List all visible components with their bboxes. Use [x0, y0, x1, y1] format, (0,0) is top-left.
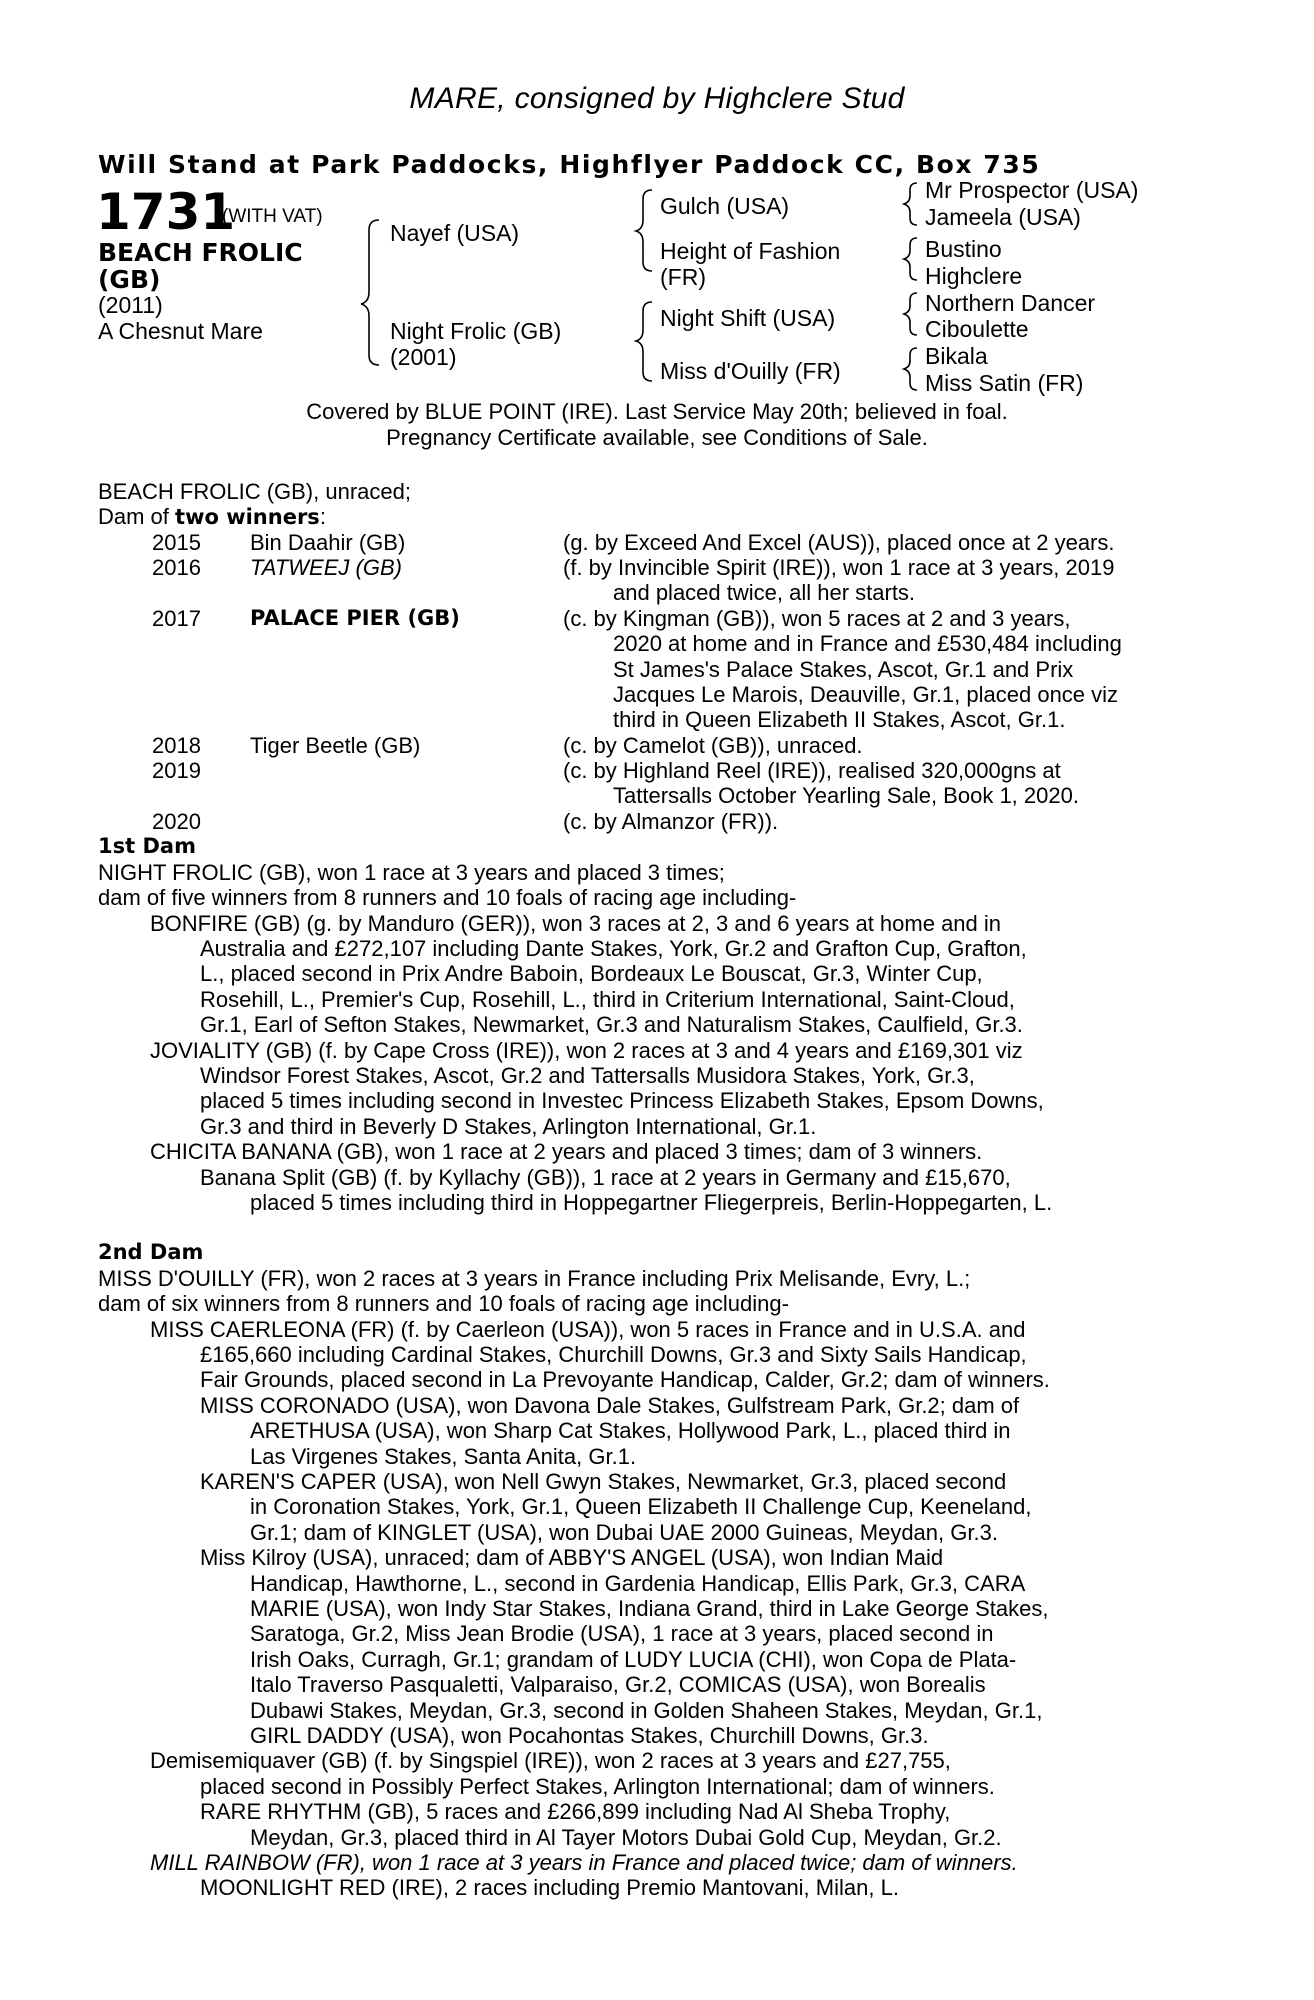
produce-detail: 2020 at home and in France and £530,484 including	[613, 631, 1122, 656]
second-dam-line: Demisemiquaver (GB) (f. by Singspiel (IRE)), won 2 races at 3 years and £27,755,	[150, 1748, 951, 1773]
second-dam-line: MISS CORONADO (USA), won Davona Dale Stakes, Gulfstream Park, Gr.2; dam of	[200, 1393, 1020, 1418]
stand-location: Will Stand at Park Paddocks, Highflyer Paddock CC, Box 735	[98, 150, 1041, 179]
produce-detail: (f. by Invincible Spirit (IRE)), won 1 race at 3 years, 2019	[563, 555, 1115, 580]
first-dam-line: placed 5 times including second in Investec Princess Elizabeth Stakes, Epsom Downs,	[200, 1088, 1044, 1113]
first-dam-heading: 1st Dam	[98, 834, 196, 858]
second-dam-heading: 2nd Dam	[98, 1240, 204, 1264]
ggp-3: Bustino	[925, 236, 1002, 262]
produce-year: 2015	[152, 530, 201, 555]
horse-description: A Chesnut Mare	[98, 318, 263, 344]
produce-name: Bin Daahir (GB)	[250, 530, 406, 555]
dam-name: Night Frolic (GB)	[390, 318, 562, 344]
second-dam-line: Dubawi Stakes, Meydan, Gr.3, second in Golden Shaheen Stakes, Meydan, Gr.1,	[250, 1698, 1043, 1723]
second-dam-line: MISS CAERLEONA (FR) (f. by Caerleon (USA)), won 5 races in France and in U.S.A. and	[150, 1317, 1026, 1342]
second-dam-line: £165,660 including Cardinal Stakes, Churchill Downs, Gr.3 and Sixty Sails Handicap,	[200, 1342, 1027, 1367]
second-dam-line: placed second in Possibly Perfect Stakes, Arlington International; dam of winners.	[200, 1774, 995, 1799]
ggp-5: Northern Dancer	[925, 290, 1096, 316]
produce-name: Tiger Beetle (GB)	[250, 733, 421, 758]
second-dam-line: Italo Traverso Pasqualetti, Valparaiso, Gr.2, COMICAS (USA), won Borealis	[250, 1672, 986, 1697]
ggp-6: Ciboulette	[925, 316, 1029, 342]
first-dam-line: L., placed second in Prix Andre Baboin, Bordeaux Le Bouscat, Gr.3, Winter Cup,	[200, 961, 983, 986]
produce-detail: Jacques Le Marois, Deauville, Gr.1, placed once viz	[613, 682, 1119, 707]
horse-name: BEACH FROLIC	[98, 238, 303, 267]
covered-note: Covered by BLUE POINT (IRE). Last Service May 20th; believed in foal.	[306, 399, 1008, 424]
second-dam-line: GIRL DADDY (USA), won Pocahontas Stakes, Churchill Downs, Gr.3.	[250, 1723, 929, 1748]
first-dam-line: CHICITA BANANA (GB), won 1 race at 2 years and placed 3 times; dam of 3 winners.	[150, 1139, 983, 1164]
second-dam-line: Handicap, Hawthorne, L., second in Gardenia Handicap, Ellis Park, Gr.3, CARA	[250, 1571, 1026, 1596]
page-title: MARE, consigned by Highclere Stud	[409, 82, 905, 115]
produce-detail: (c. by Camelot (GB)), unraced.	[563, 733, 863, 758]
ggp-8: Miss Satin (FR)	[925, 370, 1084, 396]
produce-year: 2020	[152, 809, 201, 834]
first-dam-line: dam of five winners from 8 runners and 10 foals of racing age including-	[98, 885, 797, 910]
produce-intro: BEACH FROLIC (GB), unraced;	[98, 479, 411, 504]
first-dam-line: Rosehill, L., Premier's Cup, Rosehill, L., third in Criterium International, Saint-Cloud,	[200, 987, 1015, 1012]
produce-name: TATWEEJ (GB)	[250, 555, 402, 580]
first-dam-line: Banana Split (GB) (f. by Kyllachy (GB)), 1 race at 2 years in Germany and £15,670,	[200, 1165, 1011, 1190]
produce-detail: (c. by Highland Reel (IRE)), realised 320,000gns at	[563, 758, 1061, 783]
first-dam-line: BONFIRE (GB) (g. by Manduro (GER)), won 3 races at 2, 3 and 6 years at home and in	[150, 911, 1002, 936]
second-dam-line: in Coronation Stakes, York, Gr.1, Queen Elizabeth II Challenge Cup, Keeneland,	[250, 1494, 1032, 1519]
second-dam-line: RARE RHYTHM (GB), 5 races and £266,899 including Nad Al Sheba Trophy,	[200, 1799, 951, 1824]
dam-of-bold: two winners	[175, 505, 320, 529]
first-dam-line: Windsor Forest Stakes, Ascot, Gr.2 and Tattersalls Musidora Stakes, York, Gr.3,	[200, 1063, 975, 1088]
produce-detail: (c. by Almanzor (FR)).	[563, 809, 779, 834]
lot-number: 1731	[96, 183, 236, 241]
sire-name: Nayef (USA)	[390, 220, 520, 246]
produce-year: 2016	[152, 555, 201, 580]
second-dam-line: Saratoga, Gr.2, Miss Jean Brodie (USA), 1 race at 3 years, placed second in	[250, 1621, 994, 1646]
dam-of-pre: Dam of	[98, 504, 176, 529]
second-dam-line: MOONLIGHT RED (IRE), 2 races including Premio Mantovani, Milan, L.	[200, 1875, 899, 1900]
first-dam-line: Gr.3 and third in Beverly D Stakes, Arlington International, Gr.1.	[200, 1114, 817, 1139]
second-dam-line: ARETHUSA (USA), won Sharp Cat Stakes, Hollywood Park, L., placed third in	[250, 1418, 1011, 1443]
produce-detail: and placed twice, all her starts.	[613, 580, 916, 605]
second-dam-line: MISS D'OUILLY (FR), won 2 races at 3 years in France including Prix Melisande, Evry, L.;	[98, 1266, 971, 1291]
second-dam-line: MARIE (USA), won Indy Star Stakes, Indiana Grand, third in Lake George Stakes,	[250, 1596, 1049, 1621]
ggp-4: Highclere	[925, 263, 1023, 289]
first-dam-line: NIGHT FROLIC (GB), won 1 race at 3 years and placed 3 times;	[98, 860, 725, 885]
second-dam-line: Gr.1; dam of KINGLET (USA), won Dubai UAE 2000 Guineas, Meydan, Gr.3.	[250, 1520, 998, 1545]
second-dam-line: Fair Grounds, placed second in La Prevoyante Handicap, Calder, Gr.2; dam of winners.	[200, 1367, 1050, 1392]
produce-year: 2018	[152, 733, 201, 758]
grandsire-sire: Gulch (USA)	[660, 193, 790, 219]
horse-year: (2011)	[98, 292, 163, 318]
pregnancy-note: Pregnancy Certificate available, see Conditions of Sale.	[386, 425, 928, 450]
produce-detail: St James's Palace Stakes, Ascot, Gr.1 and Prix	[613, 657, 1074, 682]
produce-year: 2017	[152, 606, 201, 631]
produce-detail: (c. by Kingman (GB)), won 5 races at 2 and 3 years,	[563, 606, 1071, 631]
second-dam-line: Miss Kilroy (USA), unraced; dam of ABBY'S ANGEL (USA), won Indian Maid	[200, 1545, 944, 1570]
ggp-1: Mr Prospector (USA)	[925, 177, 1139, 203]
second-dam-line: KAREN'S CAPER (USA), won Nell Gwyn Stakes, Newmarket, Gr.3, placed second	[200, 1469, 1007, 1494]
produce-dam-of	[98, 504, 326, 531]
second-dam-line: Las Virgenes Stakes, Santa Anita, Gr.1.	[250, 1444, 637, 1469]
first-dam-line: placed 5 times including third in Hoppegartner Fliegerpreis, Berlin-Hoppegarten, L.	[250, 1190, 1053, 1215]
grandsire-dam: Night Shift (USA)	[660, 305, 836, 331]
first-dam-line: Gr.1, Earl of Sefton Stakes, Newmarket, Gr.3 and Naturalism Stakes, Caulfield, Gr.3.	[200, 1012, 1023, 1037]
granddam-dam: Miss d'Ouilly (FR)	[660, 358, 841, 384]
first-dam-line: JOVIALITY (GB) (f. by Cape Cross (IRE)), won 2 races at 3 and 4 years and £169,301 viz	[150, 1038, 1023, 1063]
produce-year: 2019	[152, 758, 201, 783]
second-dam-line: Irish Oaks, Curragh, Gr.1; grandam of LUDY LUCIA (CHI), won Copa de Plata-	[250, 1647, 1017, 1672]
second-dam-line: Meydan, Gr.3, placed third in Al Tayer Motors Dubai Gold Cup, Meydan, Gr.2.	[250, 1825, 1002, 1850]
ggp-2: Jameela (USA)	[925, 204, 1081, 230]
granddam-sire-2: (FR)	[660, 264, 706, 290]
dam-of-post: :	[319, 504, 326, 529]
second-dam-line: dam of six winners from 8 runners and 10 foals of racing age including-	[98, 1291, 789, 1316]
produce-detail: Tattersalls October Yearling Sale, Book 1, 2020.	[613, 783, 1079, 808]
horse-country: (GB)	[98, 265, 161, 294]
produce-detail: third in Queen Elizabeth II Stakes, Ascot, Gr.1.	[613, 707, 1066, 732]
ggp-7: Bikala	[925, 343, 988, 369]
produce-detail: (g. by Exceed And Excel (AUS)), placed once at 2 years.	[563, 530, 1115, 555]
vat-note: (WITH VAT)	[222, 206, 323, 227]
dam-year: (2001)	[390, 344, 457, 370]
second-dam-line: MILL RAINBOW (FR), won 1 race at 3 years in France and placed twice; dam of winners.	[150, 1850, 1018, 1875]
granddam-sire-1: Height of Fashion	[660, 238, 841, 264]
first-dam-line: Australia and £272,107 including Dante Stakes, York, Gr.2 and Grafton Cup, Grafton,	[200, 936, 1027, 961]
produce-name: PALACE PIER (GB)	[250, 606, 460, 630]
